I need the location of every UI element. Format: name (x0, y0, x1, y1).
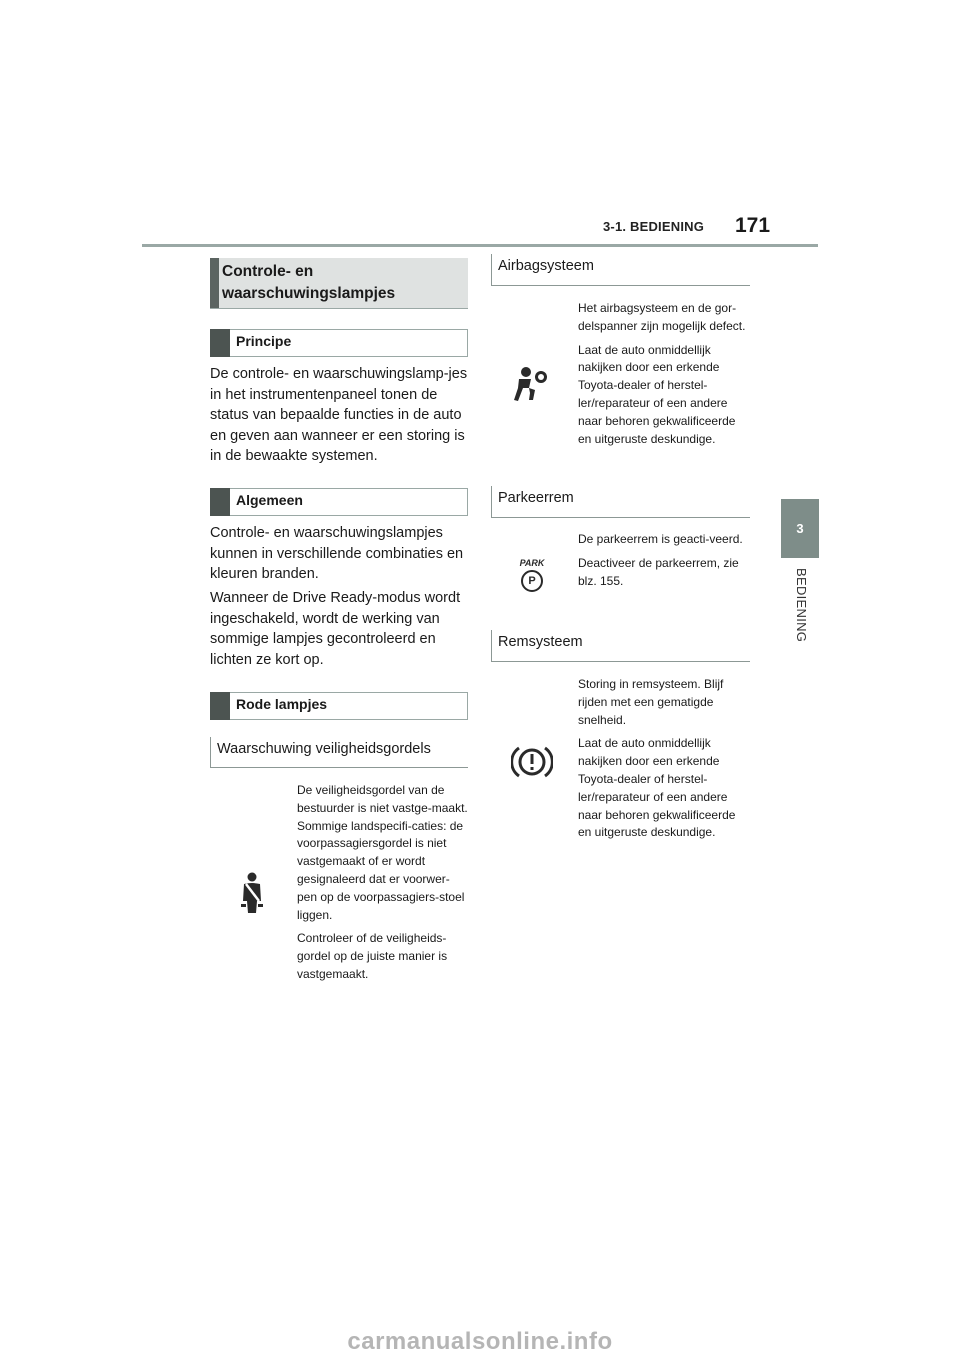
parking-section-header (491, 486, 750, 518)
subheading-bar (210, 488, 230, 516)
subheading-algemeen (210, 488, 468, 516)
airbag-text-1: Het airbagsysteem en de gor-delspanner zijn mogelijk defect. (578, 301, 746, 333)
airbag-section-header (491, 254, 750, 286)
subheading-label: Rode lampjes (236, 696, 328, 712)
brake-title: Remsysteem (498, 634, 583, 650)
seatbelt-text-1: De veiligheidsgordel van de bestuurder is niet vastge-maakt. Sommige landspecifi-caties: de voorpassagiersgordel is niet vastgemaakt of er wordt gesignaleerd dat er voorwer-pen op de voorpassagiers-stoel liggen. (297, 783, 468, 922)
heading-underline (210, 308, 468, 309)
seatbelt-description (297, 782, 469, 990)
subheading-rode-lampjes (210, 692, 468, 720)
subheading-label: Principe (236, 333, 292, 349)
seatbelt-text-2: Controleer of de veiligheids-gordel op de juiste manier is vastgemaakt. (297, 931, 448, 981)
park-brake-icon-letter: P (528, 575, 536, 587)
airbag-title: Airbagsysteem (498, 258, 594, 274)
paragraph-algemeen-1: Controle- en waarschuwingslampjes kunnen in verschillende combinaties en kleuren branden. (210, 525, 464, 582)
airbag-description (578, 300, 750, 454)
parking-description (578, 531, 750, 596)
airbag-icon-svg (511, 364, 551, 404)
main-heading-box (210, 258, 468, 309)
seatbelt-icon-svg (232, 871, 272, 915)
brake-text-1: Storing in remsysteem. Blijf rijden met een gematigde snelheid. (578, 677, 724, 727)
park-brake-icon (512, 555, 552, 595)
chapter-label: BEDIENING (794, 568, 809, 643)
paragraph-algemeen-2: Wanneer de Drive Ready-modus wordt ingeschakeld, wordt de werking van sommige lampjes gecontroleerd en lichten ze kort op. (210, 590, 461, 668)
subheading-bar (210, 692, 230, 720)
brake-section-header (491, 630, 750, 662)
airbag-icon (509, 362, 553, 406)
subheading-label: Algemeen (236, 492, 303, 508)
parking-title: Parkeerrem (498, 490, 574, 506)
seatbelt-title: Waarschuwing veiligheidsgordels (217, 741, 431, 757)
paragraph-principe: De controle- en waarschuwingslamp-jes in het instrumentenpaneel tonen de status van bepaalde functies in de auto en geven aan wanneer er een storing is in de bewaakte systemen. (210, 366, 468, 464)
watermark: carmanualsonline.info (347, 1328, 613, 1355)
heading-bar (210, 258, 219, 309)
brake-warning-icon-svg (511, 742, 553, 782)
brake-text-2: Laat de auto onmiddellijk nakijken door een erkende Toyota-dealer of herstel-ler/reparateur of een andere naar behoren gekwalificeerde en uitgeruste deskundige. (578, 736, 736, 840)
park-brake-icon-text: PARK (519, 558, 545, 568)
section-title: 3-1. BEDIENING (603, 219, 705, 234)
seatbelt-icon (230, 871, 274, 915)
parking-text-2: Deactiveer de parkeerrem, zie blz. 155. (578, 555, 739, 588)
main-heading: Controle- en waarschuwingslampjes (222, 263, 396, 302)
airbag-text-2: Laat de auto onmiddellijk nakijken door een erkende Toyota-dealer of herstel-ler/reparateur of een andere naar behoren gekwalificeerde en uitgeruste deskundige. (578, 342, 736, 446)
brake-warning-icon (510, 740, 554, 784)
parking-text-1: De parkeerrem is geacti-veerd. (578, 532, 743, 546)
chapter-tab (781, 499, 819, 558)
header-rule (142, 244, 818, 247)
subheading-principe (210, 329, 468, 357)
subheading-bar (210, 329, 230, 357)
park-brake-icon-circle (521, 570, 543, 592)
chapter-number: 3 (796, 521, 804, 536)
page-number: 171 (735, 214, 771, 237)
seatbelt-section-header (210, 737, 468, 768)
brake-description (578, 676, 750, 848)
